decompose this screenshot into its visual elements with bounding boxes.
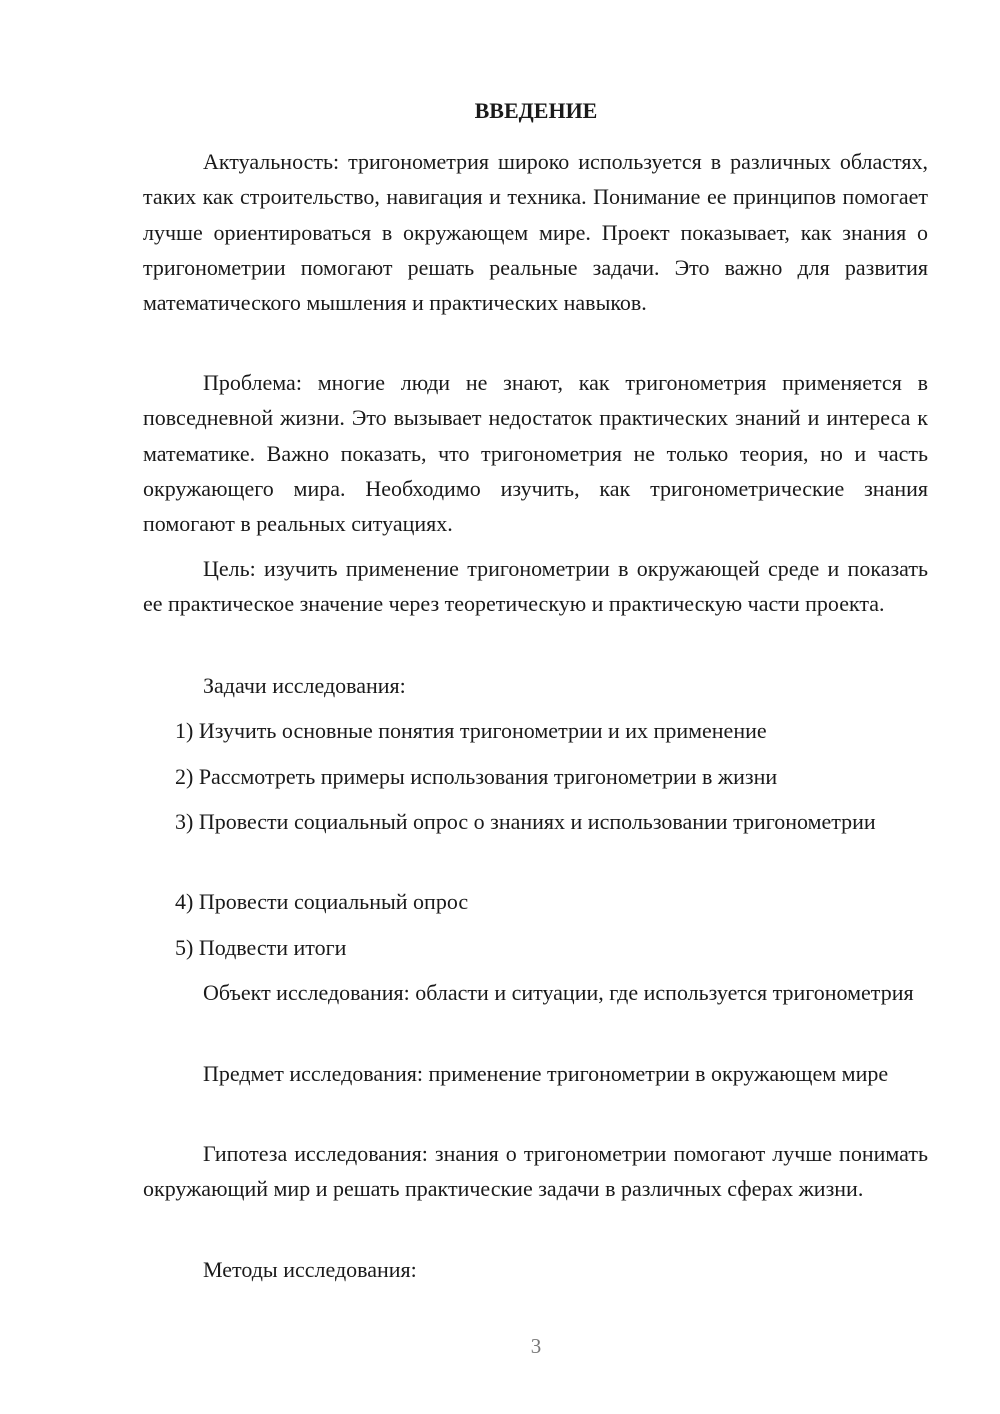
- problem-paragraph: Проблема: многие люди не знают, как тригонометрия применяется в повседневной жизни. Это вызывает недостаток практических знаний и интереса к математике. Важно показать, что тригонометрия не только теория, но и часть окружающего мира. Необходимо изучить, как тригонометрические знания помогают в реальных ситуациях.: [143, 370, 928, 537]
- task-item-4: 4) Провести социальный опрос: [175, 889, 469, 914]
- task-item-3: 3) Провести социальный опрос о знаниях и использовании тригонометрии: [175, 809, 876, 834]
- object-paragraph: Объект исследования: области и ситуации, где используется тригонометрия: [203, 980, 914, 1005]
- tasks-heading: Задачи исследования:: [203, 673, 406, 698]
- relevance-paragraph: Актуальность: тригонометрия широко используется в различных областях, таких как строительство, навигация и техника. Понимание ее принципов помогает лучше ориентироваться в окружающем мире. Проект показывает, как знания о тригонометрии помогают решать реальные задачи. Это важно для развития математического мышления и практических навыков.: [143, 149, 928, 316]
- subject-paragraph: Предмет исследования: применение тригонометрии в окружающем мире: [203, 1061, 889, 1086]
- hypothesis-paragraph: Гипотеза исследования: знания о тригонометрии помогают лучше понимать окружающий мир и решать практические задачи в различных сферах жизни.: [143, 1141, 928, 1202]
- methods-heading: Методы исследования:: [203, 1257, 417, 1282]
- page-number: 3: [530, 1334, 542, 1358]
- page-title: ВВЕДЕНИЕ: [474, 98, 598, 123]
- task-item-1: 1) Изучить основные понятия тригонометрии и их применение: [175, 718, 767, 743]
- task-item-5: 5) Подвести итоги: [175, 935, 347, 960]
- goal-paragraph: Цель: изучить применение тригонометрии в окружающей среде и показать ее практическое значение через теоретическую и практическую части проекта.: [143, 556, 928, 617]
- task-item-2: 2) Рассмотреть примеры использования тригонометрии в жизни: [175, 764, 778, 789]
